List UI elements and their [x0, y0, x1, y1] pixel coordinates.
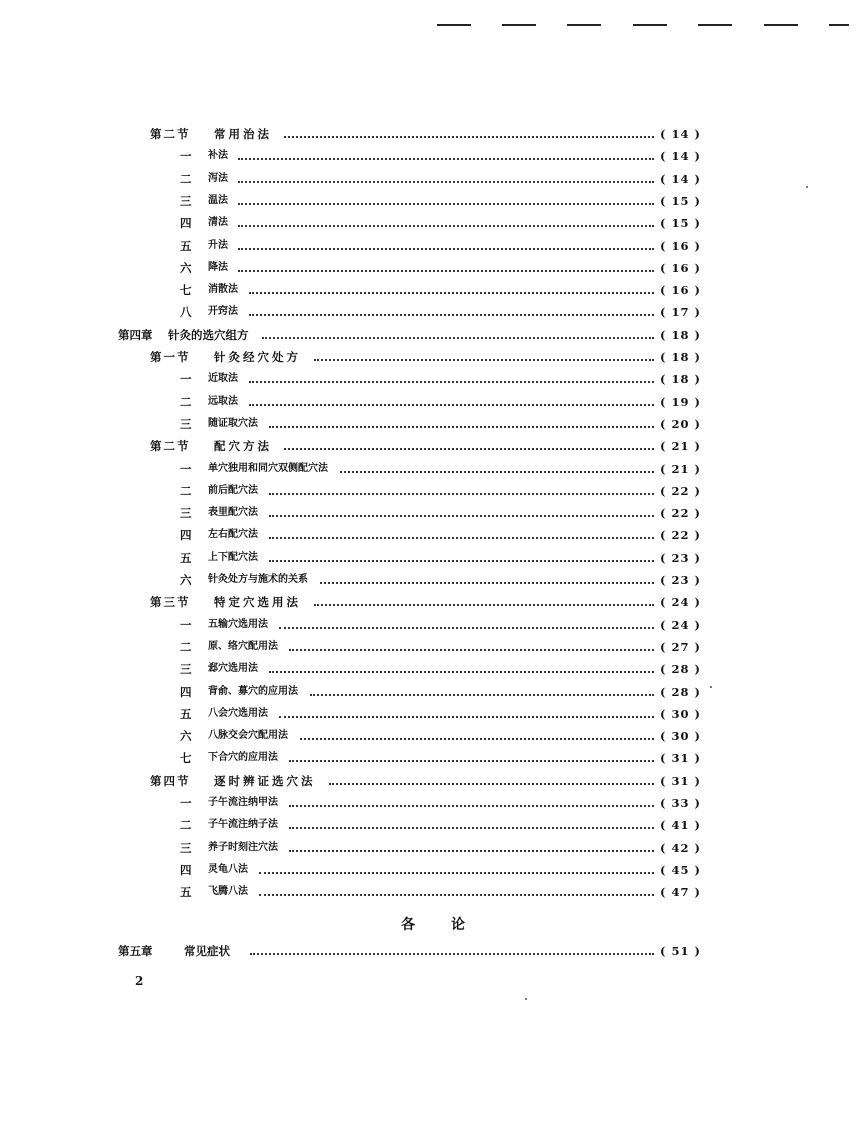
entry-page: ( 22 ) [660, 506, 701, 521]
entry-page: ( 22 ) [660, 528, 701, 543]
toc-entry [0, 414, 866, 434]
leader-dots [269, 426, 654, 428]
entry-number: 二 [180, 171, 192, 186]
entry-title: 常见症状 [184, 944, 230, 958]
leader-dots [269, 493, 654, 495]
toc-entry [0, 659, 866, 679]
toc-entry [0, 882, 866, 902]
entry-title: 八会穴选用法 [208, 707, 268, 719]
entry-title: 特定穴选用法 [214, 595, 301, 610]
entry-number: 一 [180, 149, 192, 164]
entry-title: 降法 [208, 261, 228, 273]
entry-page: ( 41 ) [660, 818, 701, 833]
entry-number: 第四节 [150, 773, 191, 788]
entry-title: 表里配穴法 [208, 507, 258, 519]
entry-page: ( 15 ) [660, 216, 701, 231]
entry-title: 温法 [208, 194, 228, 206]
entry-title: 灵龟八法 [208, 863, 248, 875]
leader-dots [284, 136, 654, 138]
entry-page: ( 16 ) [660, 260, 701, 275]
entry-title: 升法 [208, 239, 228, 251]
scan-speck [710, 686, 712, 688]
entry-number: 六 [180, 573, 192, 587]
entry-number: 第四章 [118, 327, 153, 342]
entry-title: 远取法 [208, 395, 238, 407]
entry-title: 飞腾八法 [208, 886, 248, 898]
entry-number: 七 [180, 751, 192, 766]
leader-dots [238, 158, 654, 160]
entry-page: ( 14 ) [660, 149, 701, 164]
toc-entry [0, 302, 866, 322]
scan-speck [525, 998, 527, 1000]
toc-entry [0, 481, 866, 501]
entry-number: 四 [180, 528, 192, 543]
toc-entry [0, 146, 866, 166]
entry-title: 左右配穴法 [208, 529, 258, 541]
entry-number: 一 [180, 461, 192, 476]
entry-title: 针灸的选穴组方 [168, 327, 249, 342]
toc-entry [0, 525, 866, 545]
entry-page: ( 14 ) [660, 171, 701, 186]
leader-dots [238, 181, 654, 183]
leader-dots [314, 604, 654, 606]
entry-page: ( 33 ) [660, 796, 701, 810]
leader-dots [238, 270, 654, 272]
toc-entry [0, 280, 866, 300]
leader-dots [269, 515, 654, 517]
entry-page: ( 24 ) [660, 595, 701, 610]
toc-entry [0, 838, 866, 858]
leader-dots [269, 560, 654, 562]
leader-dots [314, 359, 654, 361]
entry-title: 八脉交会穴配用法 [208, 730, 288, 742]
entry-title: 近取法 [208, 373, 238, 385]
toc-entry [0, 726, 866, 746]
entry-title: 单穴独用和同穴双侧配穴法 [208, 462, 328, 474]
toc-entry [0, 682, 866, 702]
entry-page: ( 16 ) [660, 238, 701, 253]
entry-page: ( 51 ) [660, 944, 701, 958]
leader-dots [249, 292, 654, 294]
entry-page: ( 31 ) [660, 751, 701, 766]
entry-page: ( 30 ) [660, 729, 701, 744]
entry-number: 第二节 [150, 127, 191, 141]
entry-page: ( 14 ) [660, 127, 701, 141]
entry-page: ( 21 ) [660, 439, 701, 454]
entry-page: ( 27 ) [660, 639, 701, 654]
entry-page: ( 16 ) [660, 283, 701, 298]
entry-page: ( 18 ) [660, 327, 701, 342]
entry-title: 常用治法 [214, 127, 272, 141]
entry-title: 补法 [208, 150, 228, 162]
toc-entry-chapter-5 [0, 941, 866, 961]
leader-dots [250, 953, 654, 955]
toc-entry [0, 793, 866, 813]
leader-dots [310, 694, 654, 696]
toc-entry [0, 191, 866, 211]
entry-title: 五输穴选用法 [208, 618, 268, 630]
toc-entry [0, 548, 866, 568]
toc-entry [0, 704, 866, 724]
entry-page: ( 15 ) [660, 193, 701, 208]
entry-page: ( 23 ) [660, 573, 701, 587]
toc-entry [0, 860, 866, 880]
leader-dots [340, 471, 654, 473]
toc-entry [0, 347, 866, 367]
leader-dots [238, 203, 654, 205]
leader-dots [262, 337, 654, 339]
entry-title: 开窍法 [208, 306, 238, 318]
leader-dots [269, 537, 654, 539]
entry-title: 消散法 [208, 284, 238, 296]
entry-page: ( 19 ) [660, 394, 701, 409]
entry-title: 郄穴选用法 [208, 663, 258, 675]
entry-number: 八 [180, 305, 192, 320]
toc-entry [0, 392, 866, 412]
entry-number: 第一节 [150, 350, 191, 364]
leader-dots [238, 248, 654, 250]
entry-number: 一 [180, 617, 192, 632]
entry-page: ( 21 ) [660, 461, 701, 476]
leader-dots [289, 649, 654, 651]
entry-number: 五 [180, 885, 192, 900]
leader-dots [269, 671, 654, 673]
entry-number: 第五章 [118, 944, 153, 958]
entry-number: 一 [180, 796, 192, 810]
entry-number: 七 [180, 283, 192, 298]
toc-entry [0, 436, 866, 456]
entry-page: ( 30 ) [660, 706, 701, 721]
entry-number: 第二节 [150, 439, 191, 454]
entry-number: 三 [180, 662, 192, 677]
leader-dots [279, 716, 654, 718]
leader-dots [249, 404, 654, 406]
entry-page: ( 31 ) [660, 773, 701, 788]
page-number: 2 [135, 974, 144, 988]
entry-title: 针灸经穴处方 [214, 350, 301, 364]
entry-title: 原、络穴配用法 [208, 640, 278, 652]
toc-entry [0, 236, 866, 256]
entry-number: 六 [180, 260, 192, 275]
entry-page: ( 28 ) [660, 684, 701, 699]
leader-dots [300, 738, 654, 740]
entry-number: 第三节 [150, 595, 191, 610]
entry-number: 一 [180, 372, 192, 387]
entry-number: 五 [180, 706, 192, 721]
entry-title: 逐时辨证选穴法 [214, 773, 316, 788]
toc-entry [0, 748, 866, 768]
entry-title: 针灸处方与施术的关系 [208, 574, 308, 585]
leader-dots [259, 894, 654, 896]
entry-page: ( 18 ) [660, 350, 701, 364]
entry-title: 子午流注纳甲法 [208, 797, 278, 808]
entry-title: 泻法 [208, 172, 228, 184]
entry-number: 二 [180, 483, 192, 498]
toc-entry [0, 325, 866, 345]
toc-entry [0, 459, 866, 479]
entry-page: ( 23 ) [660, 550, 701, 565]
toc-entry [0, 771, 866, 791]
entry-title: 子午流注纳子法 [208, 819, 278, 831]
leader-dots [249, 381, 654, 383]
entry-number: 二 [180, 818, 192, 833]
entry-page: ( 45 ) [660, 862, 701, 877]
entry-number: 二 [180, 639, 192, 654]
entry-number: 五 [180, 238, 192, 253]
leader-dots [249, 314, 654, 316]
entry-page: ( 24 ) [660, 617, 701, 632]
leader-dots [289, 760, 654, 762]
section-heading: 各论 [401, 917, 501, 933]
entry-number: 六 [180, 729, 192, 744]
leader-dots [238, 225, 654, 227]
toc-entry [0, 637, 866, 657]
entry-title: 配穴方法 [214, 439, 272, 454]
leader-dots [289, 827, 654, 829]
leader-dots [259, 872, 654, 874]
entry-page: ( 17 ) [660, 305, 701, 320]
toc-entry [0, 124, 866, 144]
entry-number: 四 [180, 216, 192, 231]
entry-page: ( 28 ) [660, 662, 701, 677]
entry-number: 四 [180, 684, 192, 699]
leader-dots [289, 850, 654, 852]
entry-number: 五 [180, 550, 192, 565]
entry-title: 养子时刻注穴法 [208, 841, 278, 853]
entry-number: 四 [180, 862, 192, 877]
entry-title: 上下配穴法 [208, 551, 258, 563]
entry-page: ( 42 ) [660, 840, 701, 855]
toc-entry [0, 592, 866, 612]
entry-title: 前后配穴法 [208, 484, 258, 496]
toc-entry [0, 169, 866, 189]
entry-title: 随证取穴法 [208, 417, 258, 429]
scan-speck [806, 186, 808, 188]
leader-dots [289, 805, 654, 807]
entry-number: 二 [180, 394, 192, 409]
entry-title: 背俞、募穴的应用法 [208, 685, 298, 697]
entry-page: ( 22 ) [660, 483, 701, 498]
toc-entry [0, 369, 866, 389]
entry-number: 三 [180, 506, 192, 521]
entry-number: 三 [180, 840, 192, 855]
toc-entry [0, 258, 866, 278]
entry-number: 三 [180, 193, 192, 208]
toc-entry [0, 570, 866, 590]
leader-dots [329, 783, 654, 785]
leader-dots [284, 448, 654, 450]
leader-dots [279, 627, 654, 629]
toc-entry [0, 503, 866, 523]
toc-entry [0, 615, 866, 635]
entry-page: ( 18 ) [660, 372, 701, 387]
entry-page: ( 47 ) [660, 885, 701, 900]
entry-page: ( 20 ) [660, 416, 701, 431]
entry-number: 三 [180, 416, 192, 431]
entry-title: 下合穴的应用法 [208, 752, 278, 764]
toc-entry [0, 213, 866, 233]
entry-title: 清法 [208, 217, 228, 229]
toc-entry [0, 815, 866, 835]
leader-dots [320, 582, 654, 584]
